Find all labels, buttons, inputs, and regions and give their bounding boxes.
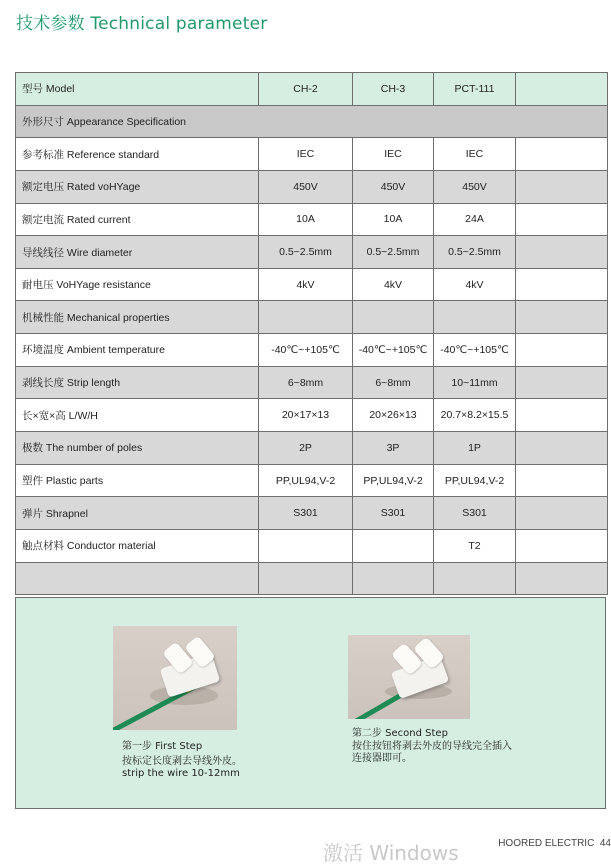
step2-photo	[348, 635, 470, 719]
table-row	[16, 334, 608, 367]
row-label: 外形尺寸 Appearance Specification	[16, 105, 608, 138]
cell-value: 450V	[434, 170, 516, 203]
table-row	[16, 203, 608, 236]
cell-value: S301	[259, 497, 353, 530]
footer	[498, 838, 611, 849]
step1-text	[122, 741, 242, 780]
cell-value	[259, 301, 353, 334]
row-label: 环境温度 Ambient temperature	[16, 334, 259, 367]
cell-value	[516, 562, 608, 595]
cell-value: 10A	[353, 203, 434, 236]
row-label: 额定电压 Rated voHYage	[16, 170, 259, 203]
cell-value: 20.7×8.2×15.5	[434, 399, 516, 432]
cell-value: S301	[434, 497, 516, 530]
cell-value	[516, 268, 608, 301]
table-row	[16, 105, 608, 138]
cell-value	[516, 464, 608, 497]
cell-value: -40℃~+105℃	[353, 334, 434, 367]
cell-value	[516, 170, 608, 203]
cell-value: 6~8mm	[353, 366, 434, 399]
cell-value	[516, 301, 608, 334]
cell-value: CH-2	[259, 73, 353, 106]
cell-value	[516, 203, 608, 236]
cell-value: 4kV	[259, 268, 353, 301]
step2-text	[352, 728, 512, 765]
page-number: 44	[599, 838, 611, 849]
cell-value	[516, 399, 608, 432]
cell-value: 1P	[434, 432, 516, 465]
cell-value: T2	[434, 529, 516, 562]
cell-value: CH-3	[353, 73, 434, 106]
cell-value: -40℃~+105℃	[434, 334, 516, 367]
row-label: 机械性能 Mechanical properties	[16, 301, 259, 334]
table-row	[16, 301, 608, 334]
cell-value	[516, 236, 608, 269]
table-row	[16, 138, 608, 171]
installation-steps-panel	[15, 597, 606, 809]
row-label: 塑件 Plastic parts	[16, 464, 259, 497]
cell-value: 450V	[259, 170, 353, 203]
cell-value: PCT-111	[434, 73, 516, 106]
windows-activation-watermark: 激活 Windows	[323, 841, 459, 865]
table-row	[16, 464, 608, 497]
cell-value: 20×17×13	[259, 399, 353, 432]
table-row	[16, 497, 608, 530]
cell-value	[516, 432, 608, 465]
table-row	[16, 170, 608, 203]
row-label: 长×宽×高 L/W/H	[16, 399, 259, 432]
table-row	[16, 236, 608, 269]
cell-value	[516, 138, 608, 171]
table-row	[16, 432, 608, 465]
cell-value: PP,UL94,V-2	[434, 464, 516, 497]
step2-line2: 连接器即可。	[352, 753, 412, 764]
cell-value	[353, 529, 434, 562]
step1-heading: 第一步 First Step	[122, 741, 203, 752]
cell-value: IEC	[434, 138, 516, 171]
cell-value	[516, 497, 608, 530]
cell-value: PP,UL94,V-2	[353, 464, 434, 497]
cell-value	[259, 529, 353, 562]
table-row	[16, 562, 608, 595]
step1-photo	[113, 626, 237, 730]
cell-value: IEC	[353, 138, 434, 171]
cell-value	[353, 562, 434, 595]
cell-value: 4kV	[434, 268, 516, 301]
page-title: 技术参数 Technical parameter	[16, 14, 268, 34]
row-label: 耐电压 VoHYage resistance	[16, 268, 259, 301]
cell-value: 20×26×13	[353, 399, 434, 432]
cell-value: 0.5~2.5mm	[353, 236, 434, 269]
cell-value: 450V	[353, 170, 434, 203]
table-row	[16, 268, 608, 301]
spec-table	[15, 72, 608, 595]
cell-value: 24A	[434, 203, 516, 236]
step1-line1: 按标定长度剥去导线外皮。	[122, 756, 242, 767]
cell-value	[259, 562, 353, 595]
row-label: 剥线长度 Strip length	[16, 366, 259, 399]
cell-value: 3P	[353, 432, 434, 465]
cell-value	[516, 366, 608, 399]
cell-value: -40℃~+105℃	[259, 334, 353, 367]
cell-value: 2P	[259, 432, 353, 465]
row-label: 额定电流 Rated current	[16, 203, 259, 236]
table-row	[16, 73, 608, 106]
cell-value: 0.5~2.5mm	[434, 236, 516, 269]
cell-value: 4kV	[353, 268, 434, 301]
row-label: 型号 Model	[16, 73, 259, 106]
table-row	[16, 399, 608, 432]
table-row	[16, 366, 608, 399]
row-label: 导线线径 Wire diameter	[16, 236, 259, 269]
row-label: 极数 The number of poles	[16, 432, 259, 465]
step2-line1: 按住按钮将剥去外皮的导线完全插入	[352, 741, 512, 752]
cell-value	[434, 301, 516, 334]
cell-value: 10~11mm	[434, 366, 516, 399]
cell-value: PP,UL94,V-2	[259, 464, 353, 497]
cell-value: 0.5~2.5mm	[259, 236, 353, 269]
cell-value	[516, 529, 608, 562]
row-label: 触点材料 Conductor material	[16, 529, 259, 562]
step1-line2: strip the wire 10-12mm	[122, 768, 240, 779]
row-label: 参考标准 Reference standard	[16, 138, 259, 171]
cell-value	[434, 562, 516, 595]
row-label: 弹片 Shrapnel	[16, 497, 259, 530]
cell-value: IEC	[259, 138, 353, 171]
table-row	[16, 529, 608, 562]
cell-value	[516, 73, 608, 106]
cell-value	[516, 334, 608, 367]
cell-value: S301	[353, 497, 434, 530]
row-label	[16, 562, 259, 595]
step2-heading: 第二步 Second Step	[352, 728, 448, 739]
cell-value	[353, 301, 434, 334]
cell-value: 10A	[259, 203, 353, 236]
footer-brand: HOORED ELECTRIC	[498, 838, 595, 849]
cell-value: 6~8mm	[259, 366, 353, 399]
